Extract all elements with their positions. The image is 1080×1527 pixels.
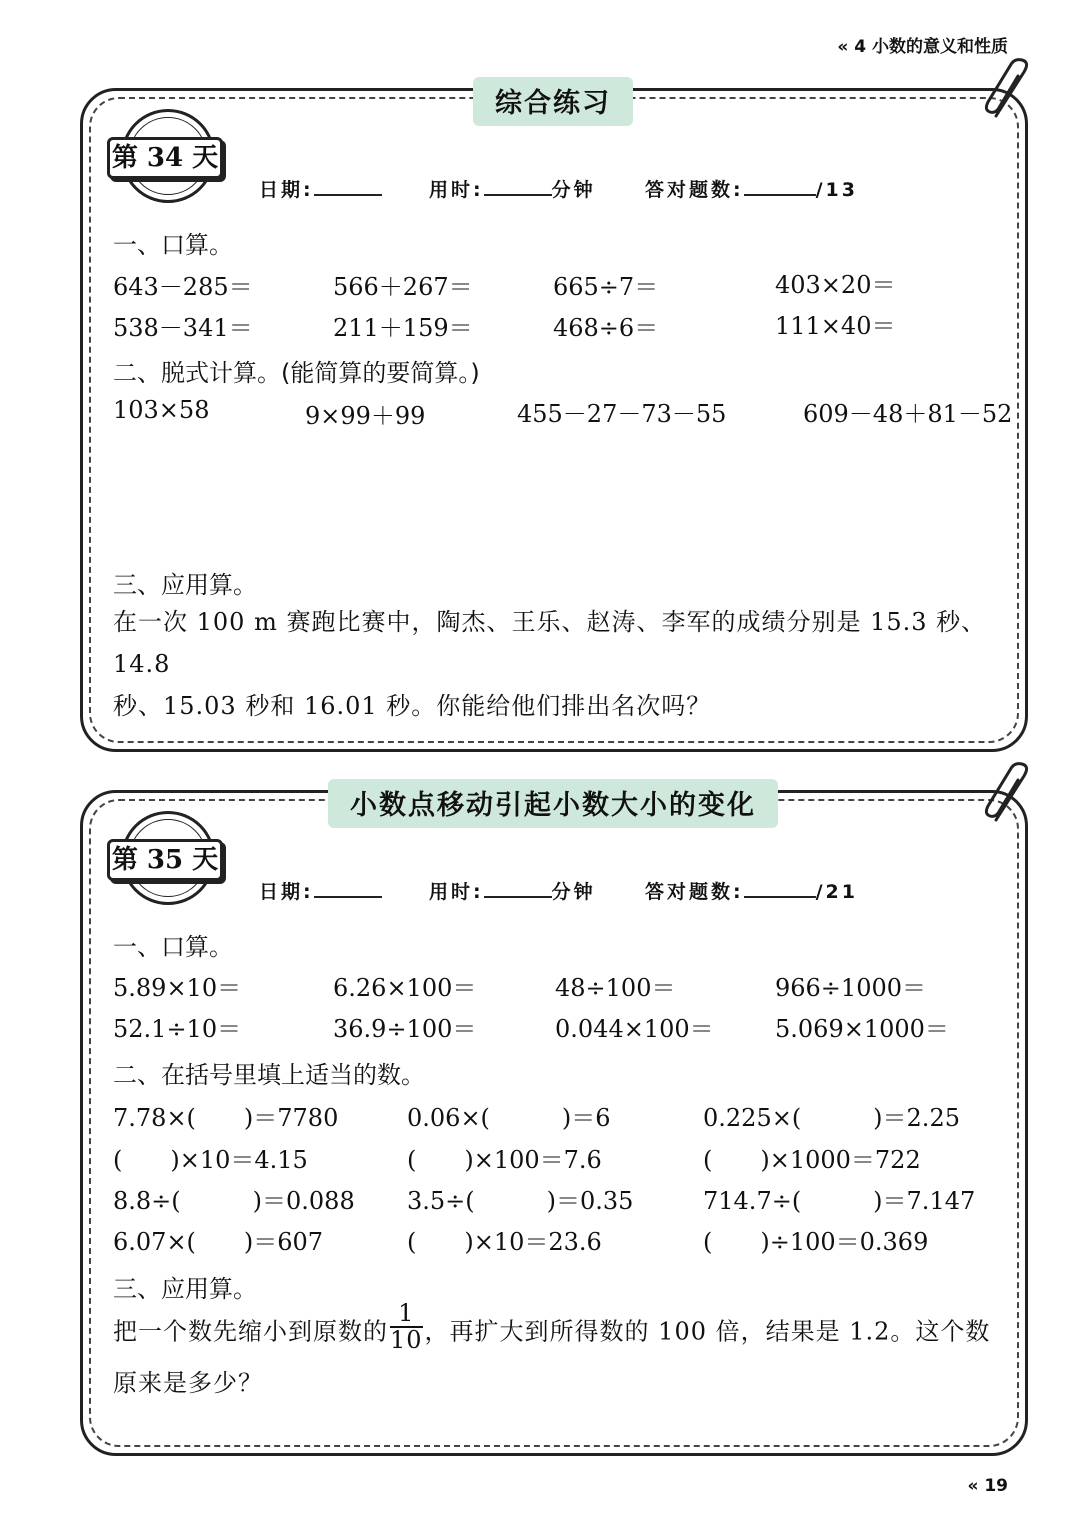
problem-text: ，再扩大到所得数的 100 倍，结果是 1.2。这个数 — [424, 1317, 991, 1346]
problem-text: 把一个数先缩小到原数的 — [113, 1317, 388, 1346]
oral-item: 0.044×100＝ — [555, 1015, 714, 1043]
score-total: /21 — [815, 881, 858, 903]
score-label: 答对题数: — [645, 881, 744, 903]
paperclip-icon — [980, 762, 1036, 828]
fill-item: 3.5÷( )＝0.35 — [407, 1187, 634, 1215]
score-label: 答对题数: — [645, 179, 744, 201]
day34-s2-heading: 二、脱式计算。(能简算的要简算。) — [113, 359, 480, 387]
day34-title: 综合练习 — [473, 77, 633, 126]
calc-item: 455－27－73－55 — [517, 400, 727, 428]
oral-item: 566＋267＝ — [333, 273, 473, 301]
oral-item: 665÷7＝ — [553, 273, 659, 301]
oral-item: 538－341＝ — [113, 314, 253, 342]
day35-date — [259, 877, 382, 904]
day35-badge: 第 35 天 — [107, 839, 223, 881]
oral-item: 36.9÷100＝ — [333, 1015, 477, 1043]
date-label: 日期: — [259, 179, 314, 201]
oral-item: 5.069×1000＝ — [775, 1015, 949, 1043]
problem-line: 在一次 100 m 赛跑比赛中，陶杰、王乐、赵涛、李军的成绩分别是 15.3 秒、14.8 — [113, 608, 987, 678]
fraction-numerator: 1 — [390, 1301, 423, 1328]
date-blank[interactable] — [314, 176, 382, 196]
fill-item: ( )×10＝4.15 — [113, 1146, 308, 1174]
day34-word-problem — [113, 601, 1001, 727]
oral-item: 403×20＝ — [775, 271, 896, 299]
problem-line — [113, 1299, 1001, 1359]
problem-line: 秒、15.03 秒和 16.01 秒。你能给他们排出名次吗？ — [113, 692, 712, 720]
oral-item: 5.89×10＝ — [113, 974, 242, 1002]
oral-item: 111×40＝ — [775, 312, 896, 340]
score-blank[interactable] — [744, 176, 816, 196]
time-blank[interactable] — [484, 176, 552, 196]
day34-s1-heading: 一、口算。 — [113, 231, 233, 259]
fill-item: 714.7÷( )＝7.147 — [703, 1187, 976, 1215]
page-number: « 19 — [967, 1476, 1008, 1496]
oral-item: 643－285＝ — [113, 273, 253, 301]
oral-item: 211＋159＝ — [333, 314, 473, 342]
calc-item: 103×58 — [113, 396, 210, 424]
day35-s3-heading: 三、应用算。 — [113, 1275, 257, 1303]
day35-title: 小数点移动引起小数大小的变化 — [328, 779, 778, 828]
fill-item: 8.8÷( )＝0.088 — [113, 1187, 355, 1215]
day35-s2-heading: 二、在括号里填上适当的数。 — [113, 1061, 425, 1089]
oral-item: 48÷100＝ — [555, 974, 676, 1002]
date-label: 日期: — [259, 881, 314, 903]
calc-item: 609－48＋81－52 — [803, 400, 1013, 428]
day35-score — [645, 877, 858, 904]
fill-item: 0.06×( )＝6 — [407, 1104, 611, 1132]
day34-card — [80, 88, 1028, 752]
fill-item: ( )×100＝7.6 — [407, 1146, 602, 1174]
day35-card — [80, 790, 1028, 1456]
fraction-denominator: 10 — [390, 1326, 423, 1355]
time-blank[interactable] — [484, 878, 552, 898]
oral-item: 52.1÷10＝ — [113, 1015, 242, 1043]
oral-item: 468÷6＝ — [553, 314, 659, 342]
fill-item: 0.225×( )＝2.25 — [703, 1104, 960, 1132]
problem-line: 原来是多少？ — [113, 1369, 263, 1398]
time-unit: 分钟 — [551, 881, 596, 903]
day35-s1-heading: 一、口算。 — [113, 933, 233, 961]
fill-item: ( )×10＝23.6 — [407, 1228, 602, 1256]
day34-date — [259, 175, 382, 202]
day34-time — [429, 175, 596, 202]
fill-item: ( )÷100＝0.369 — [703, 1228, 929, 1256]
fill-item: 7.78×( )＝7780 — [113, 1104, 339, 1132]
chapter-header: « 4 小数的意义和性质 — [837, 37, 1008, 57]
fraction — [390, 1301, 423, 1353]
time-label: 用时: — [429, 881, 484, 903]
time-unit: 分钟 — [551, 179, 596, 201]
day34-score — [645, 175, 858, 202]
time-label: 用时: — [429, 179, 484, 201]
oral-item: 966÷1000＝ — [775, 974, 926, 1002]
day35-time — [429, 877, 596, 904]
oral-item: 6.26×100＝ — [333, 974, 477, 1002]
score-blank[interactable] — [744, 878, 816, 898]
date-blank[interactable] — [314, 878, 382, 898]
calc-item: 9×99＋99 — [305, 402, 426, 430]
day35-word-problem — [113, 1299, 1001, 1407]
score-total: /13 — [815, 179, 858, 201]
fill-item: ( )×1000＝722 — [703, 1146, 921, 1174]
fill-item: 6.07×( )＝607 — [113, 1228, 324, 1256]
day34-badge: 第 34 天 — [107, 137, 223, 179]
paperclip-icon — [980, 58, 1036, 124]
day34-s3-heading: 三、应用算。 — [113, 571, 257, 599]
